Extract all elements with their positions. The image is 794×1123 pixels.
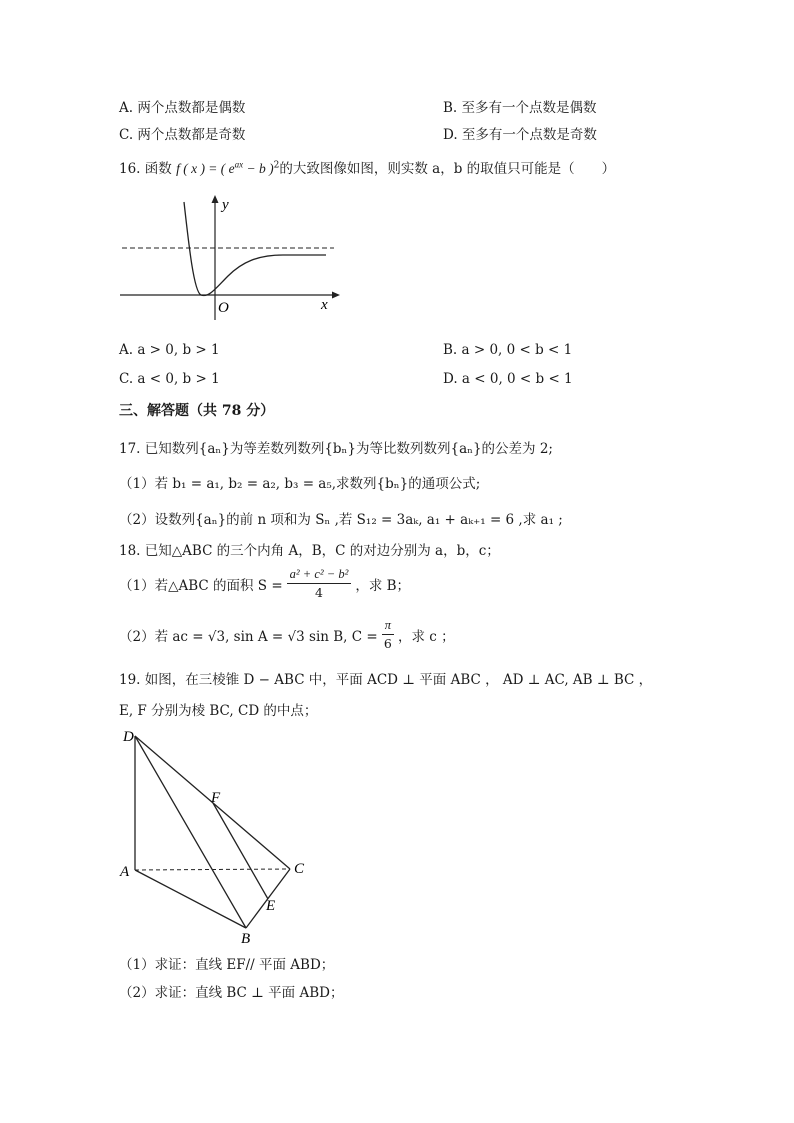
vertex-label-b: B [241, 931, 251, 947]
q16-curve [184, 202, 326, 296]
q18-part-2-prefix: （2）若 ac = √3, sin A = √3 sin B, C = [119, 628, 378, 645]
vertex-label-e: E [266, 898, 276, 914]
q16-function: f ( x ) = ( e [176, 161, 235, 176]
q18-fraction-2 [382, 618, 394, 651]
q17-part-1: （1）若 b₁ = a₁, b₂ = a₂, b₃ = a₅,求数列{bₙ}的通项公式; [119, 476, 481, 492]
q16-exponent: ax [234, 159, 244, 170]
q15-option-d: D. 至多有一个点数是奇数 [443, 127, 597, 143]
edge-ac-hidden [135, 869, 290, 870]
q18-part-2-suffix: ，求 c ； [397, 628, 455, 645]
vertex-label-f: F [211, 790, 221, 806]
q18-fraction-1-denominator: 4 [315, 585, 323, 600]
q16-option-d: D. a < 0, 0 < b < 1 [443, 371, 573, 387]
q16-option-b: B. a > 0, 0 < b < 1 [443, 342, 573, 358]
q18-stem: 18. 已知△ABC 的三个内角 A，B，C 的对边分别为 a，b，c； [119, 543, 500, 559]
q19-stem-line-1: 19. 如图，在三棱锥 D − ABC 中，平面 ACD ⊥ 平面 ABC ， AD ⊥ AC, AB ⊥ BC ， [119, 672, 653, 688]
vertex-label-a: A [120, 864, 130, 880]
q18-part-2 [119, 618, 455, 651]
q16-square: 2 [273, 160, 280, 171]
q19-pyramid-figure [118, 722, 318, 947]
q18-fraction-1 [287, 567, 352, 600]
q16-question: 的大致图像如图，则实数 a，b 的取值只可能是（ ） [279, 161, 616, 177]
section-3-title: 三、解答题（共 78 分） [119, 403, 275, 419]
q18-fraction-2-numerator: π [382, 618, 394, 635]
q18-fraction-2-denominator: 6 [383, 636, 392, 651]
q16-function-tail: − b ) [243, 161, 274, 176]
q19-part-1: （1）求证：直线 EF// 平面 ABD； [119, 957, 335, 973]
q15-option-b: B. 至多有一个点数是偶数 [443, 100, 597, 116]
q16-option-a: A. a > 0, b > 1 [119, 342, 220, 358]
q16-option-c: C. a < 0, b > 1 [119, 371, 220, 387]
q16-prefix: 函数 [144, 161, 172, 177]
q16-origin-label: O [218, 300, 229, 316]
q15-option-c: C. 两个点数都是奇数 [119, 127, 246, 143]
vertex-label-d: D [123, 729, 134, 745]
q18-part-1 [119, 567, 410, 600]
q16-graph [118, 192, 340, 322]
q17-part-2: （2）设数列{aₙ}的前 n 项和为 Sₙ ,若 S₁₂ = 3aₖ, a₁ + aₖ₊₁ = 6 ,求 a₁ ; [119, 512, 563, 528]
q16-x-axis [120, 292, 340, 299]
q16-x-label: x [321, 297, 328, 313]
q18-part-1-prefix: （1）若△ABC 的面积 S = [119, 577, 283, 594]
q18-part-1-suffix: ，求 B； [355, 577, 411, 594]
vertex-label-c: C [294, 861, 305, 877]
q17-stem: 17. 已知数列{aₙ}为等差数列数列{bₙ}为等比数列数列{aₙ}的公差为 2; [119, 441, 553, 457]
q16-stem [119, 157, 615, 177]
q18-fraction-1-numerator: a² + c² − b² [287, 567, 352, 584]
q16-y-label: y [222, 197, 229, 213]
q15-option-a: A. 两个点数都是偶数 [119, 100, 246, 116]
q19-part-2: （2）求证：直线 BC ⊥ 平面 ABD； [119, 985, 344, 1001]
q19-stem-line-2: E, F 分别为棱 BC, CD 的中点； [119, 703, 318, 719]
q16-number: 16. [119, 161, 141, 177]
